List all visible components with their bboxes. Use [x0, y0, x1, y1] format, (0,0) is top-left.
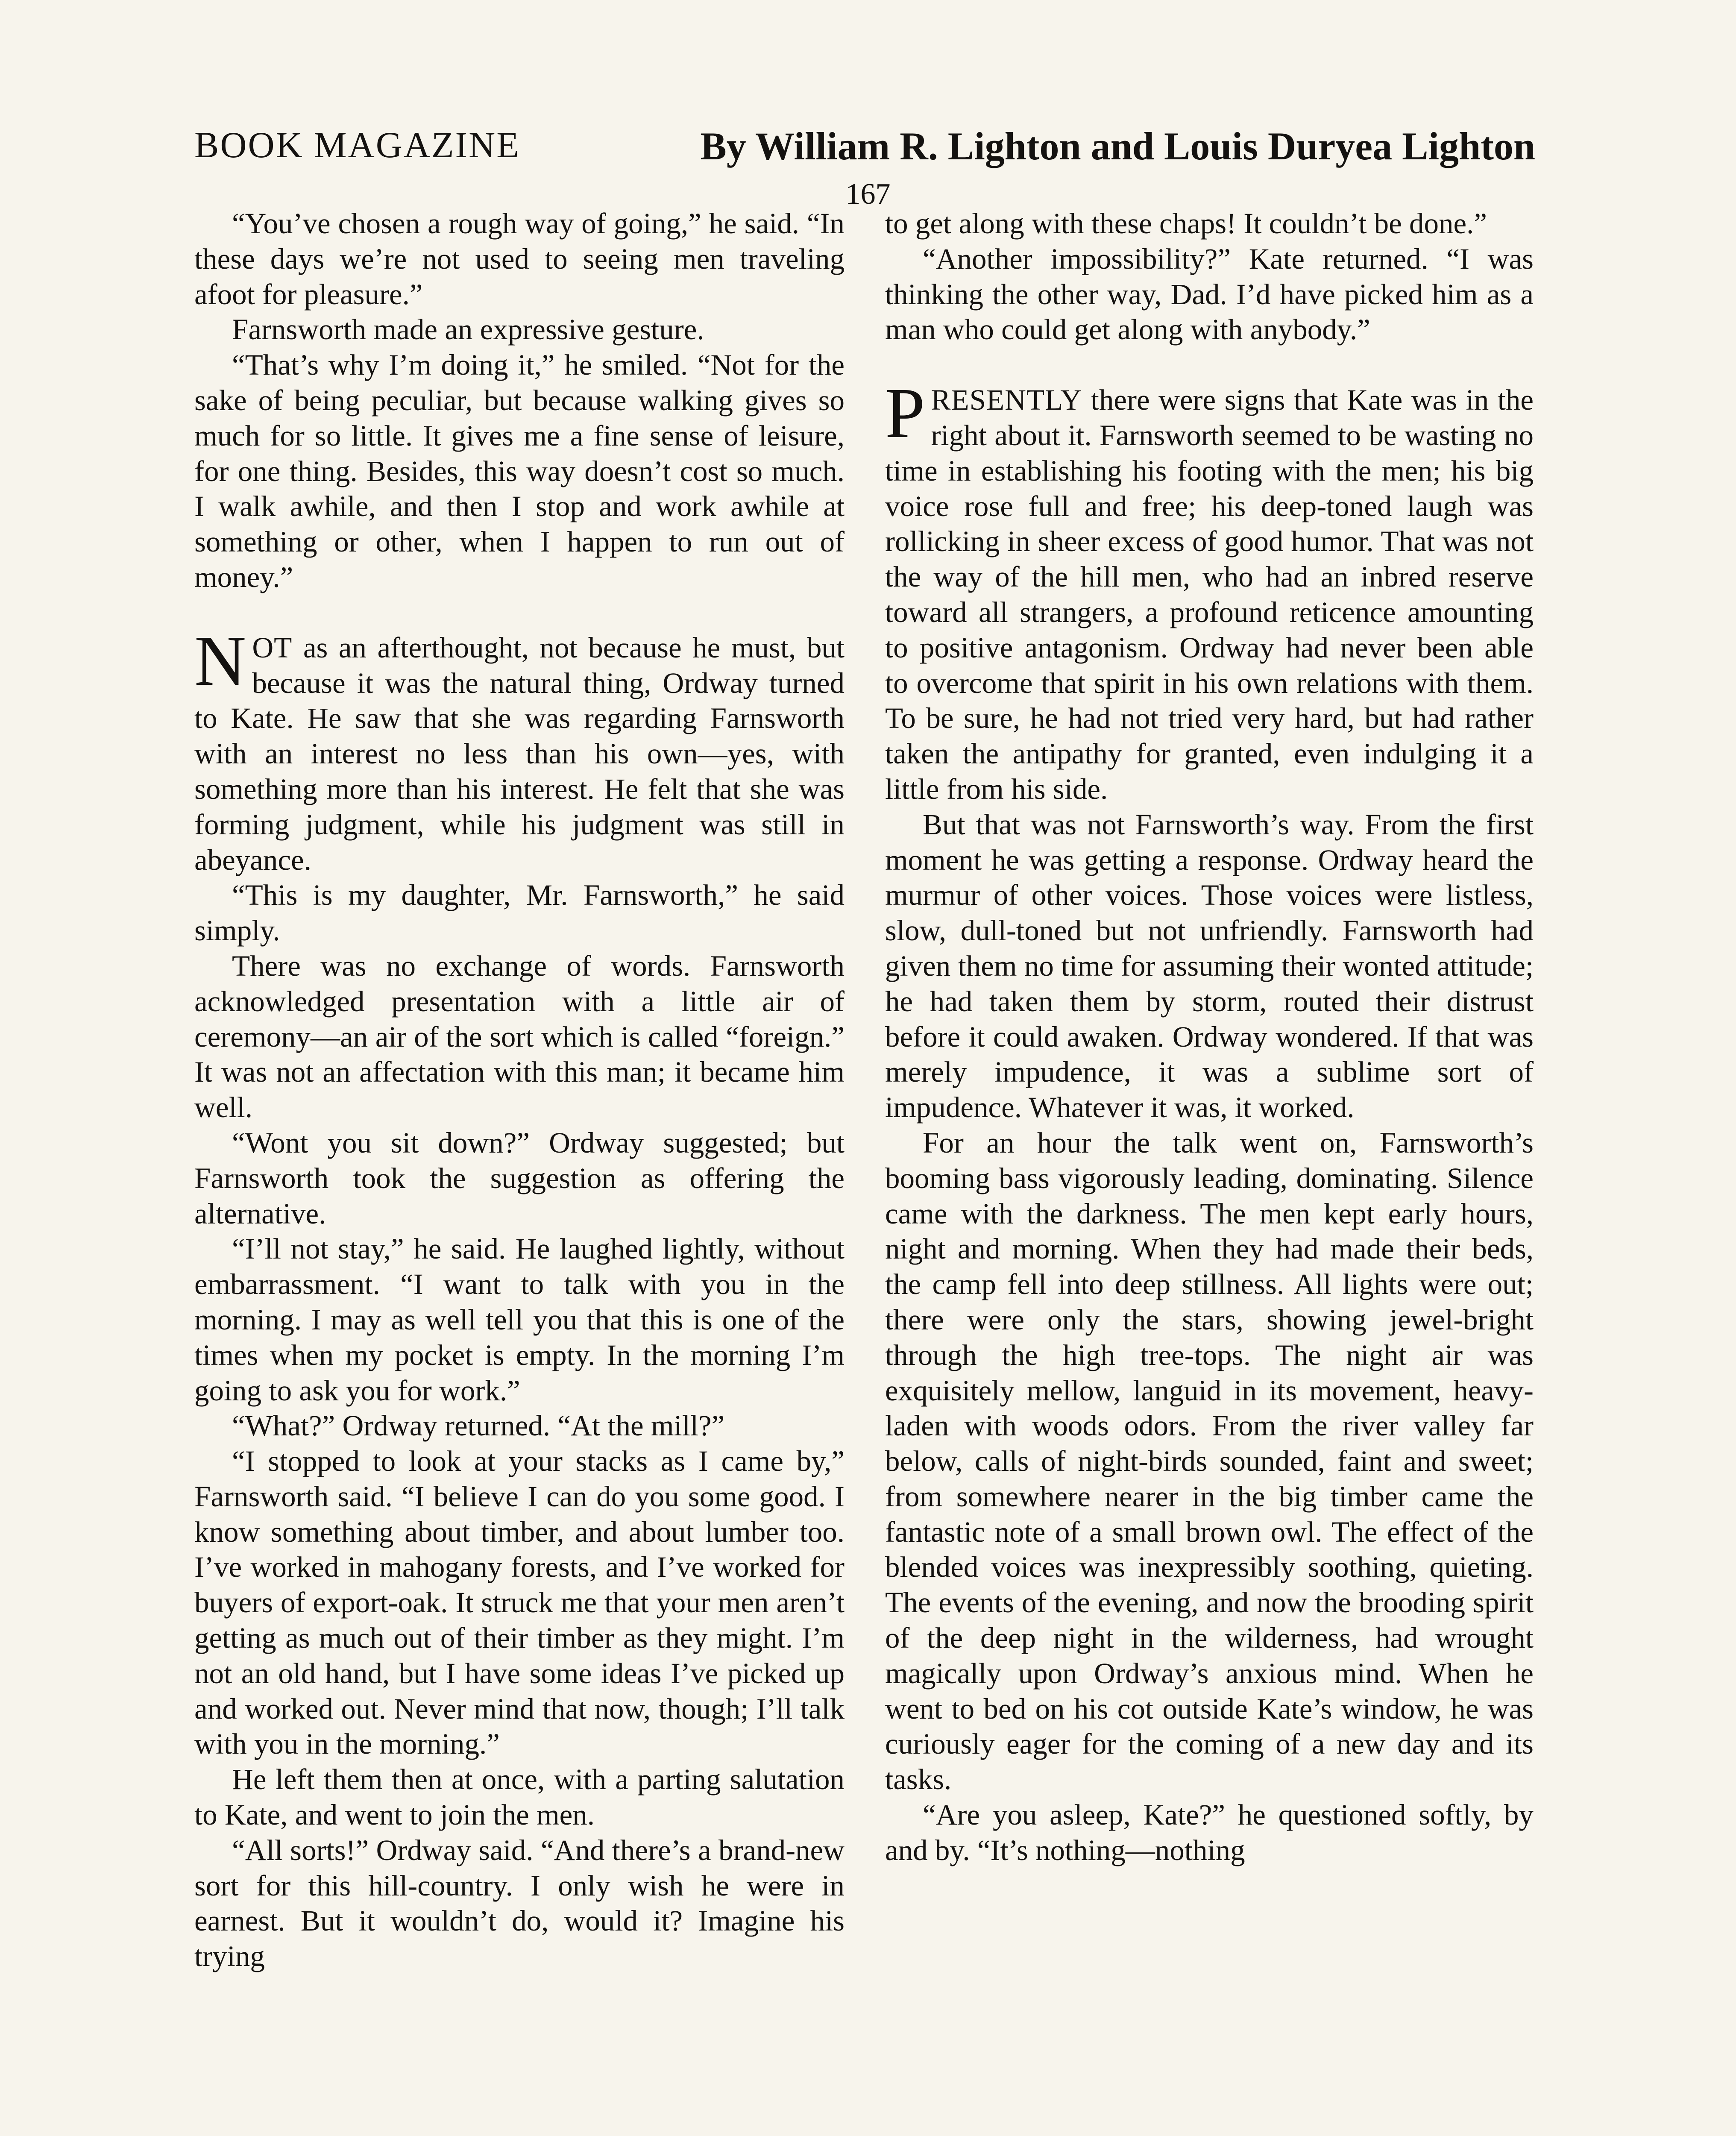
page-number: 167	[845, 178, 891, 211]
paragraph: For an hour the talk went on, Farnsworth’s booming bass vigorously leading, dominating. Silence came with the darkness. The men kept early hours, night and morning. When they had made their beds, the camp fell into deep stillness. All lights were out; there were only the stars, showing jewel-bright through the high tree-tops. The night air was exquisitely mellow, languid in its movement, heavy-laden with woods odors. From the river valley far below, calls of night-birds sounded, faint and sweet; from somewhere nearer in the big timber came the fantastic note of a small brown owl. The effect of the blended voices was inexpressibly soothing, quieting. The events of the evening, and now the brooding spirit of the deep night in the wilderness, had wrought magically upon Ordway’s anxious mind. When he went to bed on his cot outside Kate’s window, he was curiously eager for the coming of a new day and its tasks.	[885, 1126, 1534, 1796]
small-caps-lead: OT	[252, 631, 293, 664]
paragraph: “You’ve chosen a rough way of going,” he said. “In these days we’re not used to seeing men traveling afoot for pleasure.”	[194, 207, 845, 311]
paragraph: But that was not Farnsworth’s way. From the first moment he was getting a response. Ordway heard the murmur of other voices. Those voices were listless, slow, dull-toned but not unfriendly. Farnsworth had given them no time for assuming their wonted attitude; he had taken them by storm, routed their distrust before it could awaken. Ordway wondered. If that was merely impudence, it was a sublime sort of impudence. Whatever it was, it worked.	[885, 808, 1534, 1124]
paragraph-text: as an afterthought, not because he must, but because it was the natural thing, Ordway turned to Kate. He saw that she was regarding Farnsworth with an interest no less than his own—yes, with something more than his interest. He felt that she was forming judgment, while his judgment was still in abeyance.	[194, 631, 845, 876]
paragraph: “All sorts!” Ordway said. “And there’s a brand-new sort for this hill-country. I only wish he were in earnest. But it wouldn’t do, would it? Imagine his trying	[194, 1834, 845, 1973]
paragraph: “Are you asleep, Kate?” he questioned softly, by and by. “It’s nothing—nothing	[885, 1799, 1534, 1866]
right-column	[885, 206, 1534, 1868]
paragraph: “Wont you sit down?” Ordway suggested; but Farnsworth took the suggestion as offering the alternative.	[194, 1126, 845, 1230]
paragraph: “I’ll not stay,” he said. He laughed lightly, without embarrassment. “I want to talk with you in the morning. I may as well tell you that this is one of the times when my pocket is empty. In the morning I’m going to ask you for work.”	[194, 1232, 845, 1407]
paragraph: “This is my daughter, Mr. Farnsworth,” he said simply.	[194, 879, 845, 947]
paragraph-text: there were signs that Kate was in the right about it. Farnsworth seemed to be wasting no time in establishing his footing with the men; his big voice rose full and free; his deep-toned laugh was rollicking in sheer excess of good humor. That was not the way of the hill men, who had an inbred reserve toward all strangers, a profound reticence amounting to positive antagonism. Ordway had never been able to overcome that spirit in his own relations with them. To be sure, he had not tried very hard, but had rather taken the antipathy for granted, even indulging it a little from his side.	[885, 384, 1534, 805]
section-opening-paragraph	[885, 373, 1534, 807]
drop-cap: P	[885, 373, 925, 453]
continued-paragraph: to get along with these chaps! It couldn’t be done.”	[885, 207, 1487, 240]
left-column	[194, 206, 845, 1974]
drop-cap: N	[194, 621, 246, 701]
small-caps-lead: RESENTLY	[931, 384, 1082, 417]
paragraph: Farnsworth made an expressive gesture.	[232, 313, 704, 346]
paragraph: “Another impossibility?” Kate returned. “I was thinking the other way, Dad. I’d have picked him as a man who could get along with anybody.”	[885, 242, 1534, 346]
paragraph: “That’s why I’m doing it,” he smiled. “Not for the sake of being peculiar, but because walking gives so much for so little. It gives me a fine sense of leisure, for one thing. Besides, this way doesn’t cost so much. I walk awhile, and then I stop and work awhile at something or other, when I happen to run out of money.”	[194, 349, 845, 593]
paragraph: He left them then at once, with a parting salutation to Kate, and went to join the men.	[194, 1763, 845, 1831]
paragraph: “What?” Ordway returned. “At the mill?”	[232, 1409, 725, 1442]
magazine-title: BOOK MAGAZINE	[194, 124, 520, 165]
paragraph: “I stopped to look at your stacks as I came by,” Farnsworth said. “I believe I can do you some good. I know something about timber, and about lumber too. I’ve worked in mahogany forests, and I’ve worked for buyers of export-oak. It struck me that your men aren’t getting as much out of their timber as they might. I’m not an old hand, but I have some ideas I’ve picked up and worked out. Never mind that now, though; I’ll talk with you in the morning.”	[194, 1445, 845, 1760]
author-byline: By William R. Lighton and Louis Duryea Lighton	[700, 124, 1535, 168]
paragraph: There was no exchange of words. Farnsworth acknowledged presentation with a little air of ceremony—an air of the sort which is called “foreign.” It was not an affectation with this man; it became him well.	[194, 949, 845, 1124]
section-opening-paragraph	[194, 621, 845, 878]
